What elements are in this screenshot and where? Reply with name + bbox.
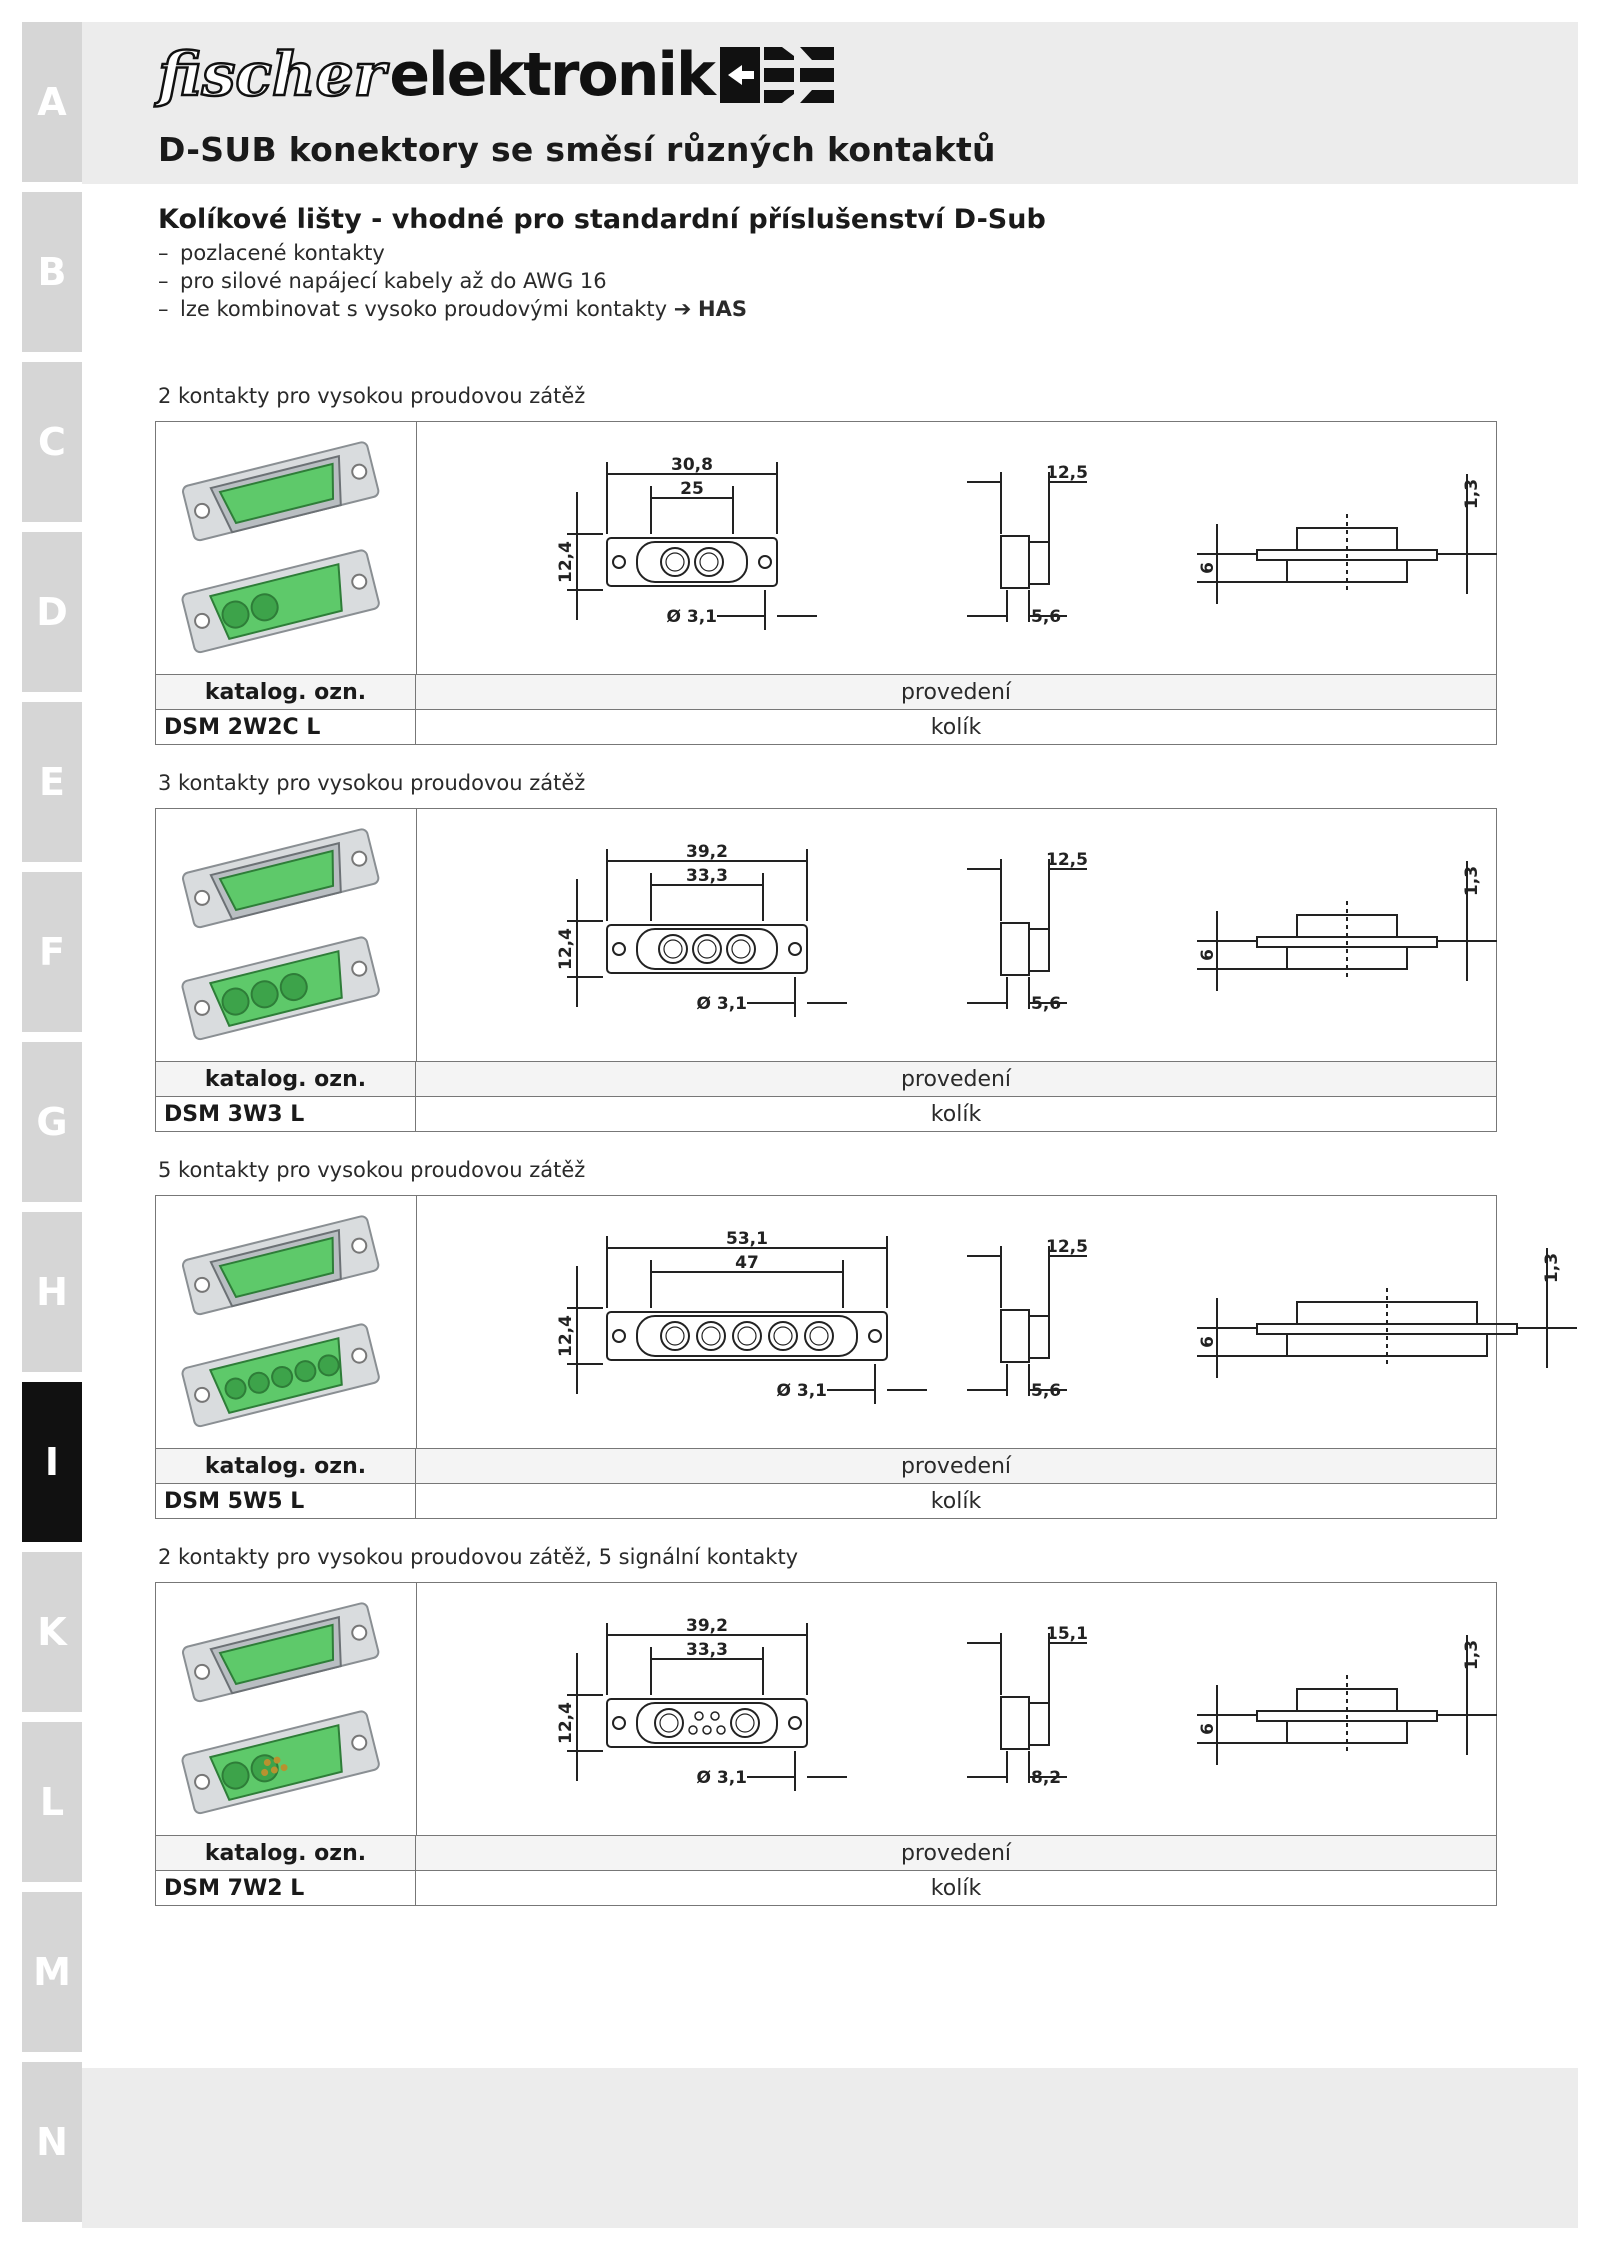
product-table — [155, 421, 1497, 745]
header-code: katalog. ozn. — [156, 1062, 416, 1096]
dim-outer: 39,2 — [686, 842, 728, 862]
table-row — [156, 710, 1496, 744]
table-header-row — [156, 675, 1496, 710]
dim-height: 12,4 — [556, 1702, 576, 1744]
drawing-cell — [417, 1196, 1562, 1448]
dim-outer: 39,2 — [686, 1616, 728, 1636]
dim-inner: 47 — [735, 1253, 759, 1273]
dim-v2: 6 — [1198, 949, 1218, 961]
tab-g[interactable]: G — [22, 1042, 82, 1202]
header-variant: provedení — [416, 675, 1496, 709]
dim-height: 12,4 — [556, 928, 576, 970]
tab-a[interactable]: A — [22, 22, 82, 182]
dim-v2: 6 — [1198, 562, 1218, 574]
footer-band — [82, 2068, 1578, 2228]
product-table — [155, 1195, 1562, 1519]
tab-n[interactable]: N — [22, 2062, 82, 2222]
catalog-code: DSM 5W5 L — [156, 1484, 416, 1518]
dim-v1: 1,3 — [1462, 478, 1482, 510]
product-image-row — [156, 1196, 1562, 1449]
variant-value: kolík — [930, 1875, 982, 1901]
header-variant: provedení — [416, 1449, 1496, 1483]
page-title: D-SUB konektory se směsí různých kontaktů — [158, 130, 996, 169]
photo-cell — [156, 1583, 417, 1835]
logo-arrow-icon — [720, 47, 836, 103]
dimension-drawing — [417, 1583, 1495, 1835]
dim-v2: 6 — [1198, 1723, 1218, 1735]
product-table — [155, 1582, 1497, 1906]
dimension-drawing — [417, 809, 1495, 1061]
tab-l[interactable]: L — [22, 1722, 82, 1882]
dim-v2: 6 — [1198, 1336, 1218, 1348]
dim-v1: 1,3 — [1462, 1639, 1482, 1671]
bullet-text: pozlacené kontakty — [180, 241, 385, 265]
tab-c[interactable]: C — [22, 362, 82, 522]
drawing-cell — [417, 809, 1496, 1061]
dim-side-width: 15,1 — [1046, 1624, 1088, 1644]
bullet-text: lze kombinovat s vysoko proudovými kontakty — [180, 297, 668, 321]
variant-value: kolík — [930, 714, 982, 740]
dim-v1: 1,3 — [1462, 865, 1482, 897]
logo-fischer-text: fischer — [158, 40, 386, 110]
tab-e[interactable]: E — [22, 702, 82, 862]
dim-side-width: 12,5 — [1046, 850, 1088, 870]
bullet-item: – pozlacené kontakty — [158, 241, 385, 265]
dim-hole: Ø 3,1 — [696, 994, 747, 1014]
dim-outer: 53,1 — [726, 1229, 768, 1249]
dim-height: 12,4 — [556, 1315, 576, 1357]
photo-cell — [156, 1196, 417, 1448]
tab-d[interactable]: D — [22, 532, 82, 692]
dim-height: 12,4 — [556, 541, 576, 583]
dimension-drawing — [417, 1196, 1562, 1448]
connector-photo — [156, 422, 414, 674]
header-variant: provedení — [416, 1062, 1496, 1096]
header-variant: provedení — [416, 1836, 1496, 1870]
tab-m[interactable]: M — [22, 1892, 82, 2052]
bullet-item: – lze kombinovat s vysoko proudovými kontakty ➔ HAS — [158, 297, 747, 321]
catalog-code: DSM 7W2 L — [156, 1871, 416, 1905]
dim-outer: 30,8 — [671, 455, 713, 475]
table-row — [156, 1484, 1496, 1518]
table-row — [156, 1871, 1496, 1905]
dim-side-depth: 5,6 — [1031, 1381, 1062, 1401]
tab-h[interactable]: H — [22, 1212, 82, 1372]
header-code: katalog. ozn. — [156, 1449, 416, 1483]
tab-i[interactable]: I — [22, 1382, 82, 1542]
intro-section — [158, 204, 1046, 325]
connector-photo — [156, 1583, 414, 1835]
tab-k[interactable]: K — [22, 1552, 82, 1712]
dim-side-width: 12,5 — [1046, 463, 1088, 483]
dim-inner: 33,3 — [686, 866, 728, 886]
dim-inner: 25 — [680, 479, 704, 499]
dim-side-depth: 8,2 — [1031, 1768, 1062, 1788]
block-caption: 2 kontakty pro vysokou proudovou zátěž, 5 signální kontakty — [158, 1545, 799, 1569]
dim-side-depth: 5,6 — [1031, 607, 1062, 627]
tab-f[interactable]: F — [22, 872, 82, 1032]
product-image-row — [156, 422, 1496, 675]
table-header-row — [156, 1836, 1496, 1871]
logo-elektronik-text: elektronik — [389, 40, 714, 110]
dimension-drawing — [417, 422, 1495, 674]
dim-inner: 33,3 — [686, 1640, 728, 1660]
block-caption: 2 kontakty pro vysokou proudovou zátěž — [158, 384, 586, 408]
catalog-code: DSM 3W3 L — [156, 1097, 416, 1131]
intro-heading: Kolíkové lišty - vhodné pro standardní příslušenství D-Sub — [158, 204, 1046, 235]
photo-cell — [156, 422, 417, 674]
bullet-item: – pro silové napájecí kabely až do AWG 16 — [158, 269, 607, 293]
block-caption: 3 kontakty pro vysokou proudovou zátěž — [158, 771, 586, 795]
photo-cell — [156, 809, 417, 1061]
has-link[interactable]: HAS — [698, 297, 747, 321]
table-header-row — [156, 1062, 1496, 1097]
product-image-row — [156, 1583, 1496, 1836]
dim-hole: Ø 3,1 — [666, 607, 717, 627]
header-code: katalog. ozn. — [156, 1836, 416, 1870]
drawing-cell — [417, 1583, 1496, 1835]
dim-side-depth: 5,6 — [1031, 994, 1062, 1014]
drawing-cell — [417, 422, 1496, 674]
dim-side-width: 12,5 — [1046, 1237, 1088, 1257]
connector-photo — [156, 1196, 414, 1448]
product-table — [155, 808, 1497, 1132]
catalog-code: DSM 2W2C L — [156, 710, 416, 744]
brand-logo — [158, 40, 836, 110]
dim-hole: Ø 3,1 — [776, 1381, 827, 1401]
product-image-row — [156, 809, 1496, 1062]
block-caption: 5 kontakty pro vysokou proudovou zátěž — [158, 1158, 586, 1182]
dim-hole: Ø 3,1 — [696, 1768, 747, 1788]
variant-value: kolík — [930, 1488, 982, 1514]
dim-v1: 1,3 — [1542, 1252, 1562, 1284]
bullet-text: pro silové napájecí kabely až do AWG 16 — [180, 269, 607, 293]
variant-value: kolík — [930, 1101, 982, 1127]
arrow-right-icon: ➔ — [673, 297, 692, 321]
header-code: katalog. ozn. — [156, 675, 416, 709]
connector-photo — [156, 809, 414, 1061]
tab-b[interactable]: B — [22, 192, 82, 352]
table-header-row — [156, 1449, 1496, 1484]
table-row — [156, 1097, 1496, 1131]
